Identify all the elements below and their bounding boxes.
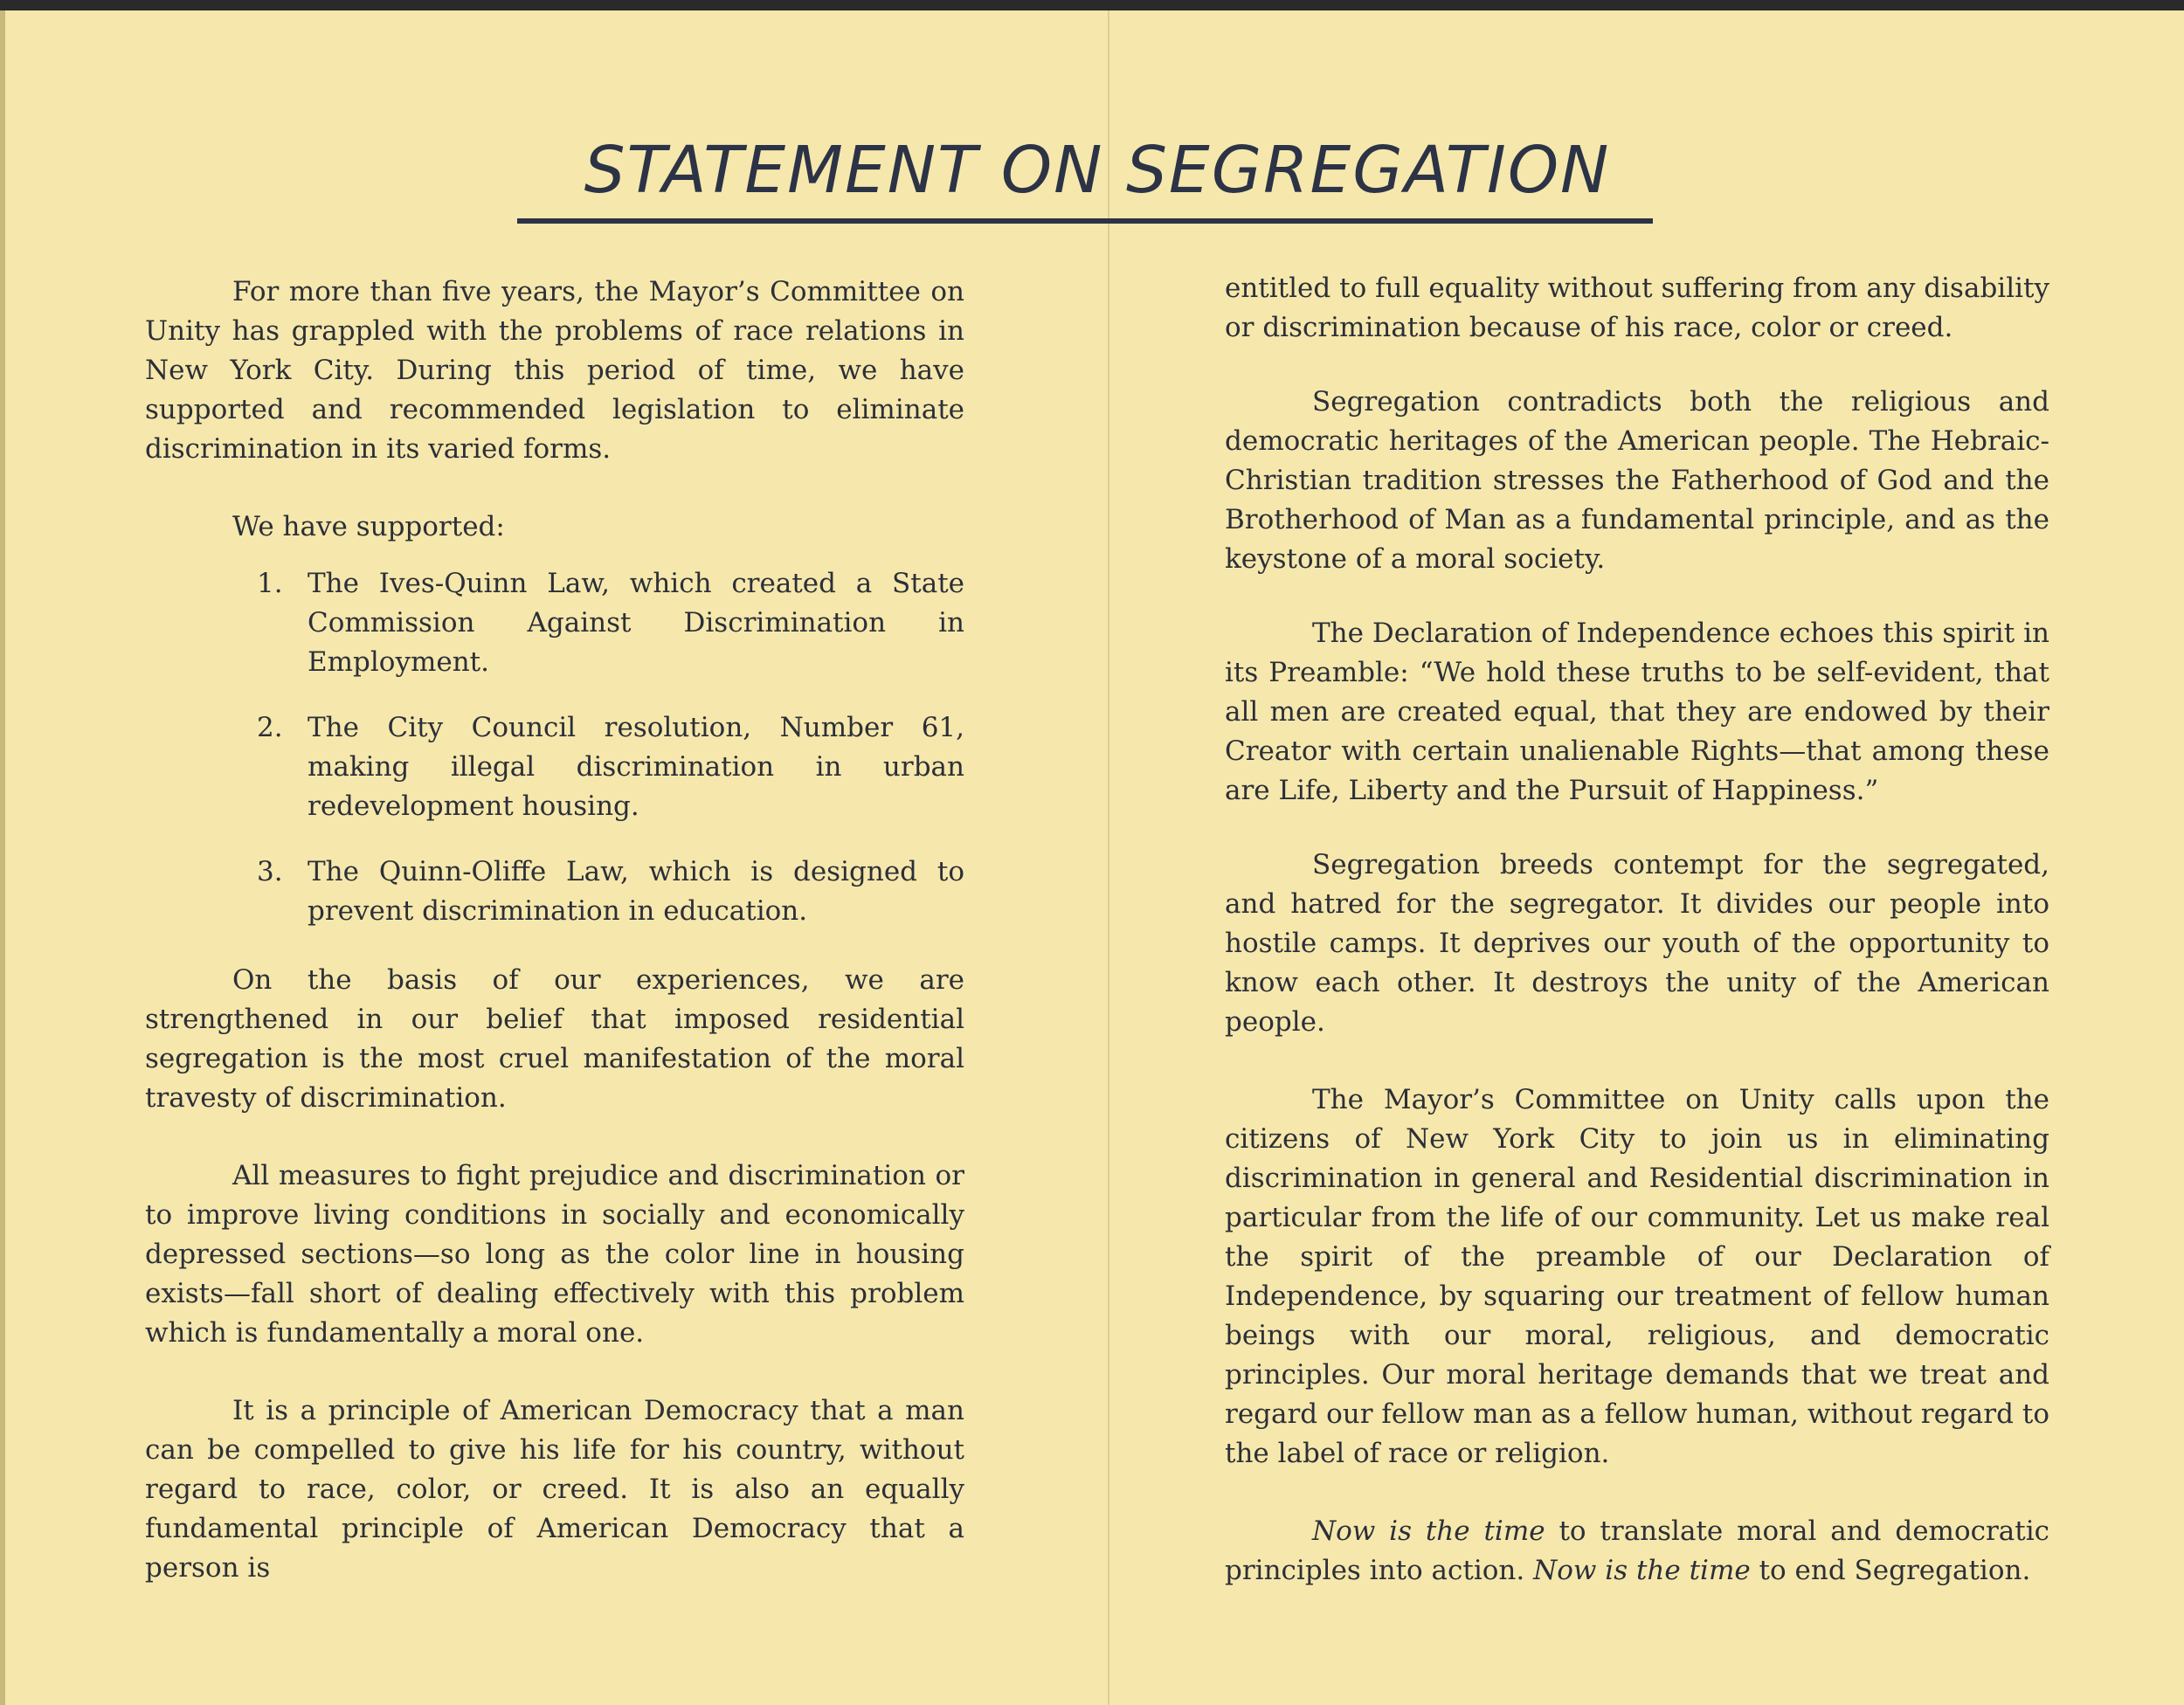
closing-text-2: to end Segregation.	[1750, 1555, 2031, 1586]
supported-heading: We have supported:	[232, 511, 505, 542]
list-item-number: 2.	[257, 712, 283, 743]
contradicts-paragraph: Segregation contradicts both the religious and democratic heritages of the American people. The Hebraic-Christian tradition stresses the Fatherhood of God and the Brotherhood of Man as a fundamental principle, and as the keystone of a moral society.	[1225, 386, 2049, 575]
document-page	[0, 10, 2184, 1705]
list-item	[257, 564, 964, 682]
continuation-paragraph: entitled to full equality without suffering from any disability or discrimination because of his race, color or creed.	[1225, 273, 2049, 343]
list-item-number: 3.	[257, 856, 283, 887]
list-item-text: The City Council resolution, Number 61, making illegal discrimination in urban redevelopment housing.	[308, 712, 964, 822]
closing-paragraph	[1225, 1512, 2049, 1591]
basis-paragraph: On the basis of our experiences, we are strengthened in our belief that imposed residential segregation is the most cruel manifestation of the moral travesty of discrimination.	[145, 964, 964, 1114]
intro-paragraph: For more than five years, the Mayor’s Committee on Unity has grappled with the problems of race relations in New York City. During this period of time, we have supported and recommended legislation to eliminate discrimination in its varied forms.	[145, 276, 964, 465]
measures-paragraph: All measures to fight prejudice and discrimination or to improve living conditions in socially and economically depressed sections—so long as the color line in housing exists—fall short of dealing effectively with this problem which is fundamentally a moral one.	[145, 1160, 964, 1349]
principle-paragraph: It is a principle of American Democracy that a man can be compelled to give his life for his country, without regard to race, color, or creed. It is also an equally fundamental principle of American Democracy that a person is	[145, 1395, 964, 1584]
declaration-paragraph: The Declaration of Independence echoes this spirit in its Preamble: “We hold these truths to be self-evident, that all men are created equal, that they are endowed by their Creator with certain unalienable Rights—that among these are Life, Liberty and the Pursuit of Happiness.”	[1225, 618, 2049, 806]
closing-emphasis-1: Now is the time	[1312, 1515, 1545, 1547]
list-item-number: 1.	[257, 568, 283, 599]
list-item	[257, 852, 964, 931]
calls-paragraph: The Mayor’s Committee on Unity calls upon the citizens of New York City to join us in eliminating discrimination in general and Residential discrimination in particular from the life of our community. Let us make real the spirit of the preamble of our Declaration of Independence, by squaring our treatment of fellow human beings with our moral, religious, and democratic principles. Our moral heritage demands that we treat and regard our fellow man as a fellow human, without regard to the label of race or religion.	[1225, 1084, 2049, 1469]
closing-text-1: to translate moral and democratic principles into action.	[1225, 1515, 2050, 1586]
list-item-text: The Ives-Quinn Law, which created a State Commission Against Discrimination in Employment.	[308, 568, 964, 678]
closing-emphasis-2: Now is the time	[1533, 1555, 1751, 1586]
left-column	[145, 273, 964, 1588]
list-item-text: The Quinn-Oliffe Law, which is designed to prevent discrimination in education.	[308, 856, 964, 927]
right-column	[1225, 269, 2049, 1591]
document-title: STATEMENT ON SEGREGATION	[584, 133, 1611, 208]
center-fold	[1108, 10, 1109, 1705]
list-item	[257, 708, 964, 826]
title-underline	[517, 218, 1653, 224]
breeds-paragraph: Segregation breeds contempt for the segregated, and hatred for the segregator. It divides our people into hostile camps. It deprives our youth of the opportunity to know each other. It destroys the unity of the American people.	[1225, 849, 2049, 1038]
